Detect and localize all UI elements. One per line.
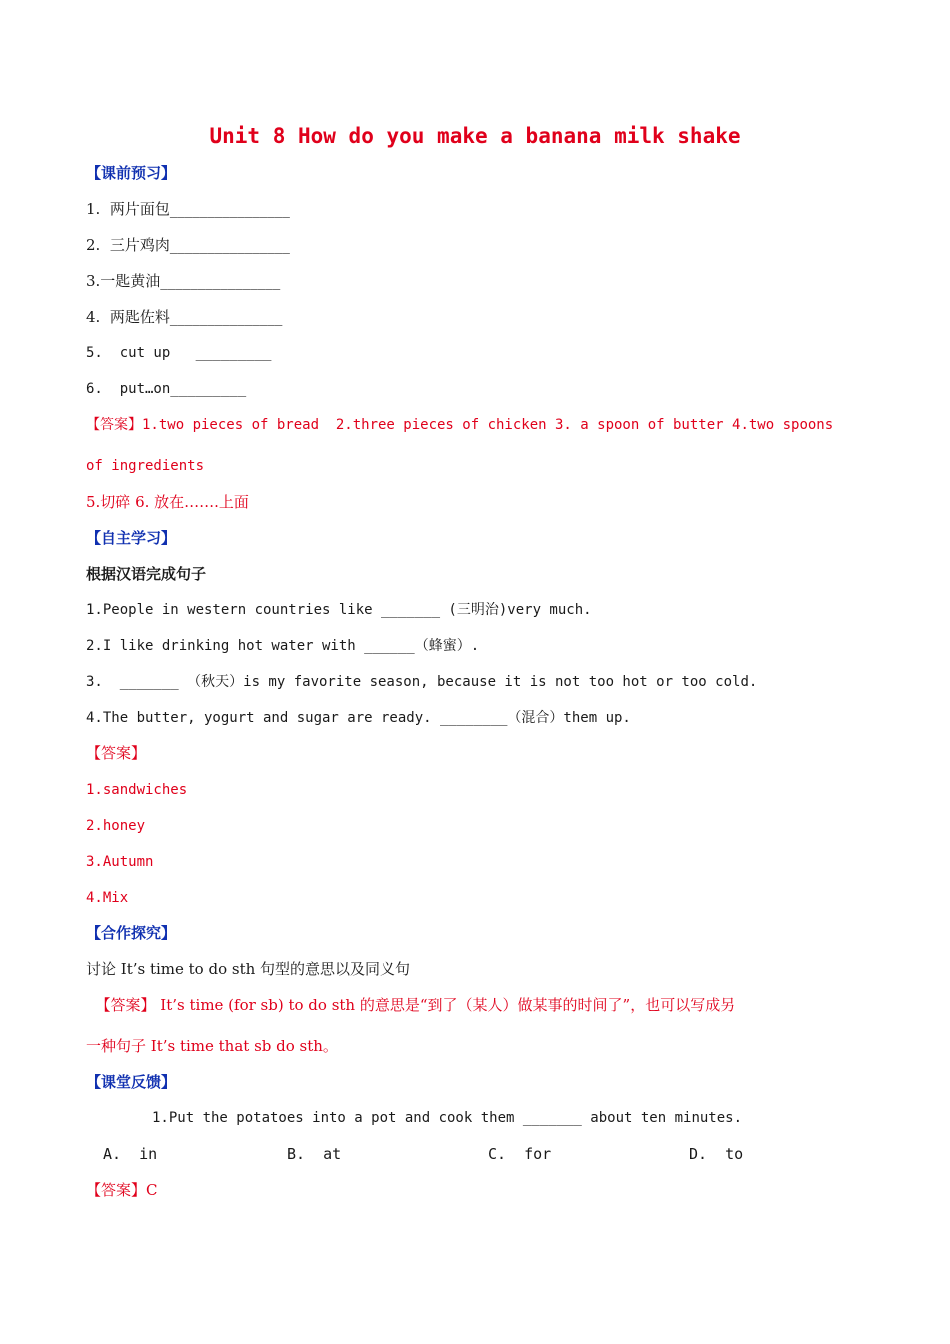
answer-heading: 【答案】: [86, 744, 147, 762]
section-heading-feedback: 【课堂反馈】: [86, 1073, 177, 1091]
preview-answer: 5.切碎 6. 放在…….上面: [86, 493, 249, 511]
preview-answer: of ingredients: [86, 458, 205, 474]
cooperation-answer: 一种句子 It’s time that sb do sth。: [86, 1037, 338, 1055]
question-item: 4.The butter, yogurt and sugar are ready. ________（混合）them up.: [86, 710, 631, 726]
option-b: B. at: [287, 1145, 342, 1163]
cooperation-answer: 【答案】 It’s time (for sb) to do sth 的意思是“到了（某人）做某事的时间了”，也可以写成另: [86, 996, 736, 1014]
preview-item: 3.一匙黄油________________: [86, 272, 281, 290]
option-c: C. for: [488, 1145, 552, 1163]
option-a: A. in: [103, 1145, 158, 1163]
feedback-question: 1.Put the potatoes into a pot and cook them _______ about ten minutes.: [152, 1110, 743, 1126]
option-d: D. to: [689, 1145, 744, 1163]
preview-item: 4. 两匙佐料_______________: [86, 308, 283, 326]
question-item: 3. _______ （秋天）is my favorite season, because it is not too hot or too cold.: [86, 674, 758, 690]
answer-item: 4.Mix: [86, 890, 129, 906]
question-item: 2.I like drinking hot water with ______（蜂蜜）.: [86, 638, 480, 654]
feedback-answer: 【答案】C: [86, 1181, 158, 1199]
answer-item: 2.honey: [86, 818, 146, 834]
answer-item: 3.Autumn: [86, 854, 154, 870]
instruction: 根据汉语完成句子: [86, 565, 207, 583]
section-heading-cooperation: 【合作探究】: [86, 924, 177, 942]
section-heading-self-study: 【自主学习】: [86, 529, 177, 547]
preview-item: 5. cut up _________: [86, 345, 272, 361]
section-heading-preview: 【课前预习】: [86, 164, 177, 182]
preview-item: 2. 三片鸡肉________________: [86, 236, 290, 254]
preview-item: 6. put…on_________: [86, 381, 247, 397]
discussion-question: 讨论 It’s time to do sth 句型的意思以及同义句: [86, 960, 411, 978]
preview-item: 1. 两片面包________________: [86, 200, 290, 218]
question-item: 1.People in western countries like _______ (三明治)very much.: [86, 602, 592, 618]
answer-item: 1.sandwiches: [86, 782, 188, 798]
page-title: Unit 8 How do you make a banana milk shake: [209, 124, 741, 148]
preview-answer: 【答案】1.two pieces of bread 2.three pieces of chicken 3. a spoon of butter 4.two spoons: [86, 417, 834, 433]
